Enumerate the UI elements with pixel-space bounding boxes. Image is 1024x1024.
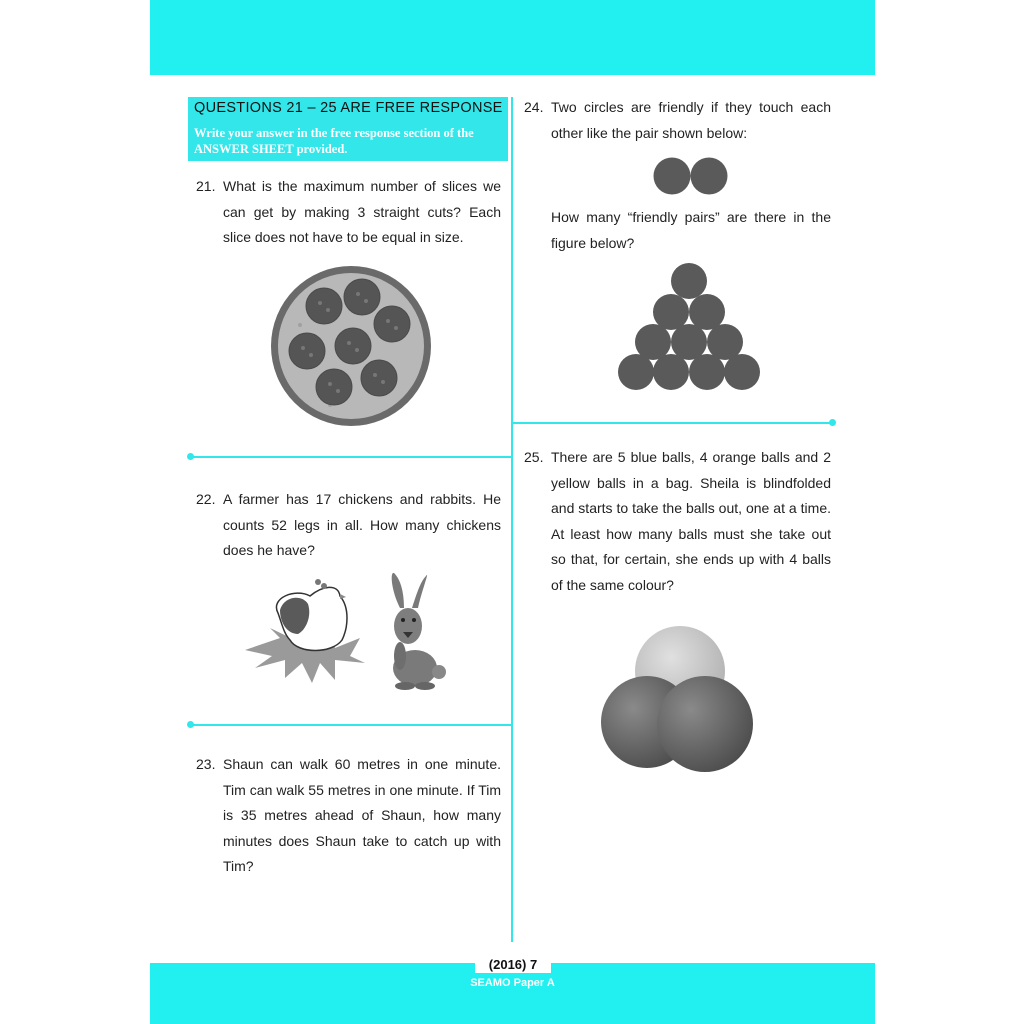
question-text: There are 5 blue balls, 4 orange balls and 2 yellow balls in a bag. Sheila is blindfolded and starts to take the balls out, one at a time. At least how many balls must she take out so that, for certain, she ends up with 4 balls of the same colour? — [551, 449, 831, 593]
question-number: 22. — [196, 491, 216, 507]
question-text: How many “friendly pairs” are there in the figure below? — [551, 209, 831, 251]
question-25 — [524, 445, 831, 598]
divider-dot — [829, 419, 836, 426]
question-text: Two circles are friendly if they touch each other like the pair shown below: — [551, 99, 831, 141]
question-21 — [196, 174, 501, 251]
question-23 — [196, 752, 501, 880]
top-banner — [150, 0, 875, 75]
friendly-pair-figure — [653, 156, 729, 196]
section-instructions: Write your answer in the free response section of the ANSWER SHEET provided. — [194, 126, 474, 156]
pizza-image — [270, 265, 432, 427]
divider-q22-q23 — [191, 724, 512, 726]
section-title: QUESTIONS 21 – 25 ARE FREE RESPONSE — [194, 100, 503, 116]
question-text: A farmer has 17 chickens and rabbits. He counts 52 legs in all. How many chickens does he have? — [223, 491, 501, 558]
question-number: 21. — [196, 178, 216, 194]
divider-q24-q25 — [512, 422, 832, 424]
balls-image — [600, 626, 756, 774]
column-divider — [511, 97, 513, 942]
question-text: What is the maximum number of slices we can get by making 3 straight cuts? Each slice does not have to be equal in size. — [223, 178, 501, 245]
question-24 — [524, 95, 831, 146]
question-number: 23. — [196, 756, 216, 772]
divider-dot — [187, 721, 194, 728]
question-22 — [196, 487, 501, 564]
divider-q21-q22 — [191, 456, 512, 458]
page-number: (2016) 7 — [475, 957, 551, 973]
question-number: 24. — [524, 99, 544, 115]
section-header — [188, 97, 508, 161]
question-text: Shaun can walk 60 metres in one minute. Tim can walk 55 metres in one minute. If Tim is 35 metres ahead of Shaun, how many minutes does Shaun take to catch up with Tim? — [223, 756, 501, 874]
question-number: 25. — [524, 449, 544, 465]
chicken-and-rabbit-image — [240, 568, 455, 693]
question-24-part2 — [524, 205, 831, 256]
circle-triangle-figure — [618, 262, 762, 392]
divider-dot — [187, 453, 194, 460]
rabbit-icon — [392, 573, 446, 690]
paper-label: SEAMO Paper A — [470, 977, 555, 989]
